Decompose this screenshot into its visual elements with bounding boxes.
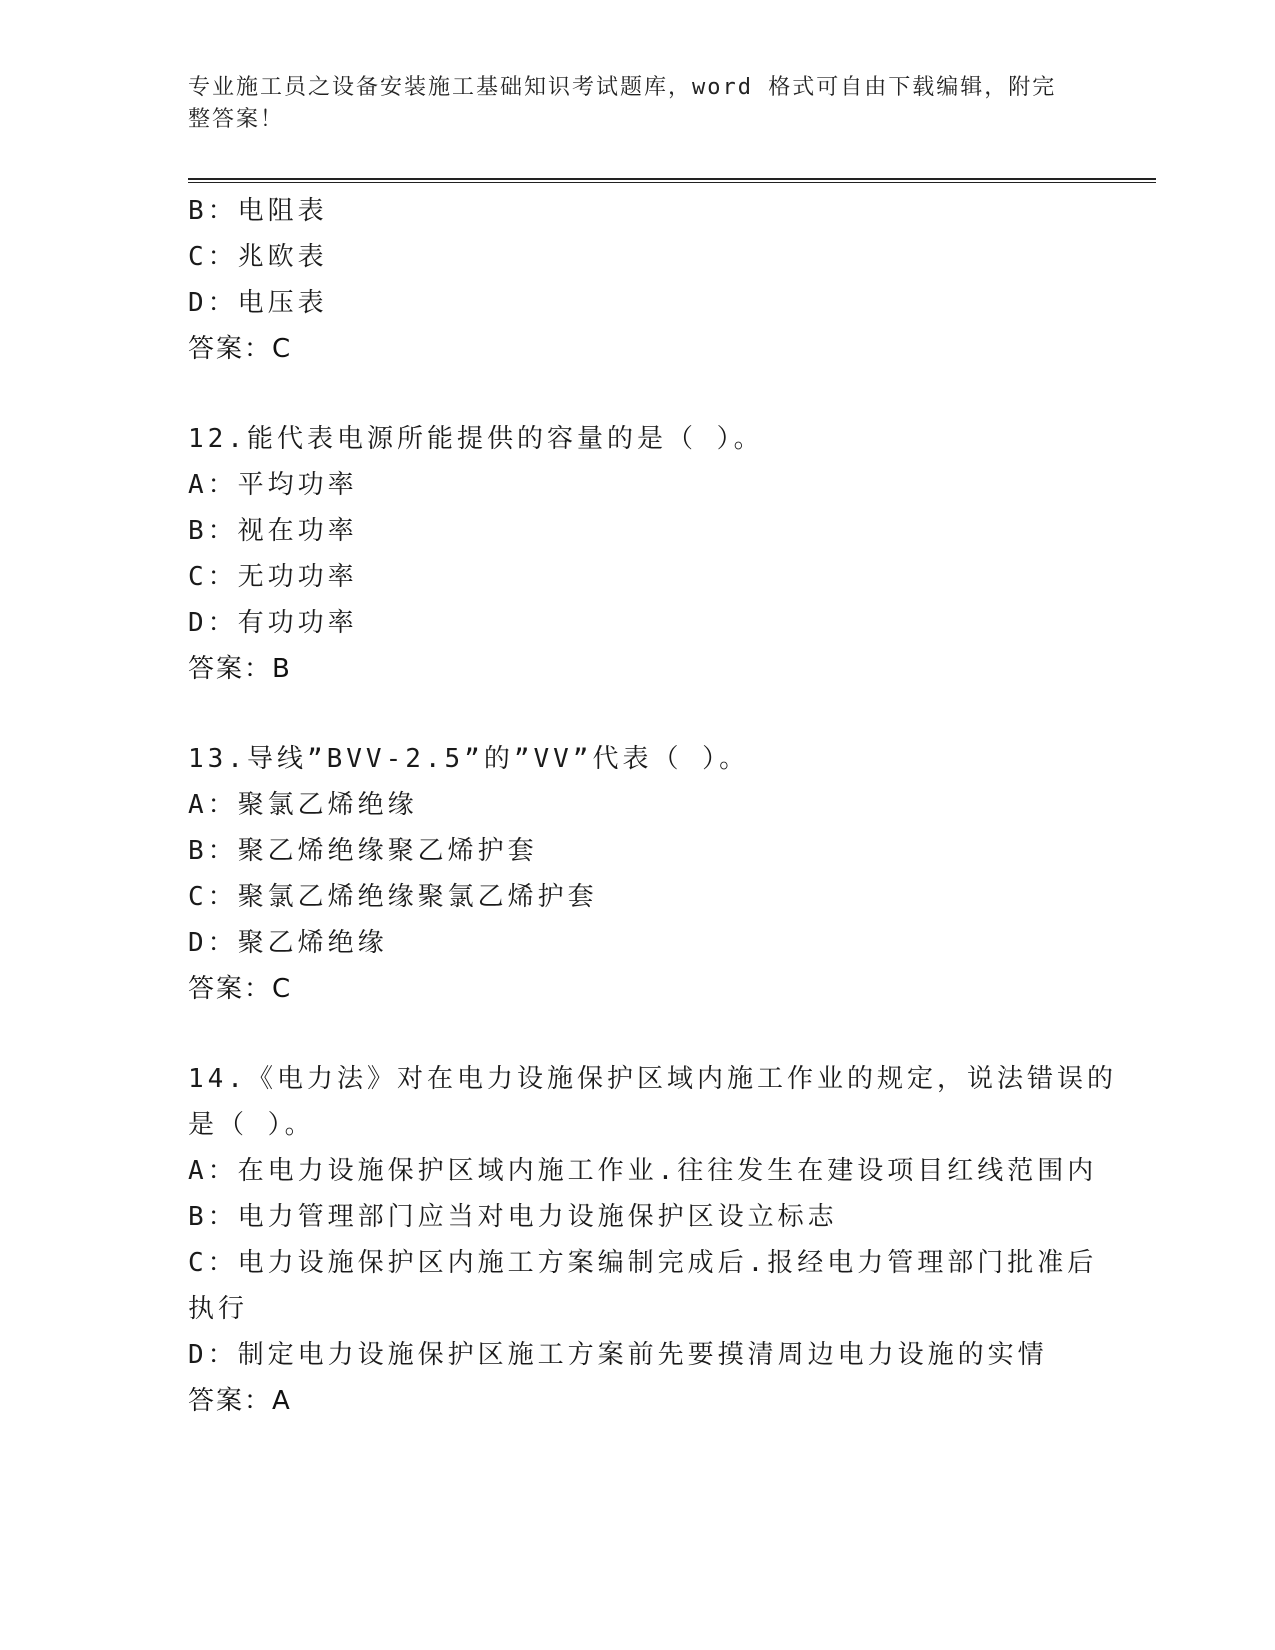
question-stem-line-2: 是（ ）。 [188, 1110, 315, 1140]
page-header [188, 72, 1088, 136]
option-c: C：聚氯乙烯绝缘聚氯乙烯护套 [188, 882, 598, 912]
question-14 [188, 1056, 1138, 1424]
option-b: B：电力管理部门应当对电力设施保护区设立标志 [188, 1202, 838, 1232]
option-a: A：平均功率 [188, 470, 358, 500]
option-b: B：聚乙烯绝缘聚乙烯护套 [188, 836, 538, 866]
option-d: D：制定电力设施保护区施工方案前先要摸清周边电力设施的实情 [188, 1340, 1048, 1370]
carry-over-block [188, 188, 1138, 372]
option-b: B：电阻表 [188, 196, 328, 226]
option-b: B：视在功率 [188, 516, 358, 546]
option-d: D：有功功率 [188, 608, 358, 638]
question-content [188, 188, 1138, 1424]
option-d: D：聚乙烯绝缘 [188, 928, 388, 958]
option-c: C：无功功率 [188, 562, 358, 592]
answer-line: 答案：C [188, 334, 293, 364]
option-c-line-2: 执行 [188, 1294, 249, 1324]
option-c: C：兆欧表 [188, 242, 328, 272]
option-a: A：聚氯乙烯绝缘 [188, 790, 418, 820]
header-divider [188, 178, 1156, 183]
question-12 [188, 416, 1138, 692]
header-line-2: 整答案！ [188, 107, 285, 132]
option-c-line-1: C：电力设施保护区内施工方案编制完成后.报经电力管理部门批准后 [188, 1248, 1098, 1278]
question-stem: 12.能代表电源所能提供的容量的是（ ）。 [188, 424, 764, 454]
option-a: A：在电力设施保护区域内施工作业.往往发生在建设项目红线范围内 [188, 1156, 1098, 1186]
answer-line: 答案：C [188, 974, 293, 1004]
question-stem-line-1: 14.《电力法》对在电力设施保护区域内施工作业的规定，说法错误的 [188, 1064, 1117, 1094]
header-line-1: 专业施工员之设备安装施工基础知识考试题库，word 格式可自由下载编辑，附完 [188, 75, 1057, 100]
question-stem: 13.导线”BVV-2.5”的”VV”代表（ ）。 [188, 744, 750, 774]
answer-line: 答案：A [188, 1386, 292, 1416]
option-d: D：电压表 [188, 288, 328, 318]
answer-line: 答案：B [188, 654, 292, 684]
question-13 [188, 736, 1138, 1012]
